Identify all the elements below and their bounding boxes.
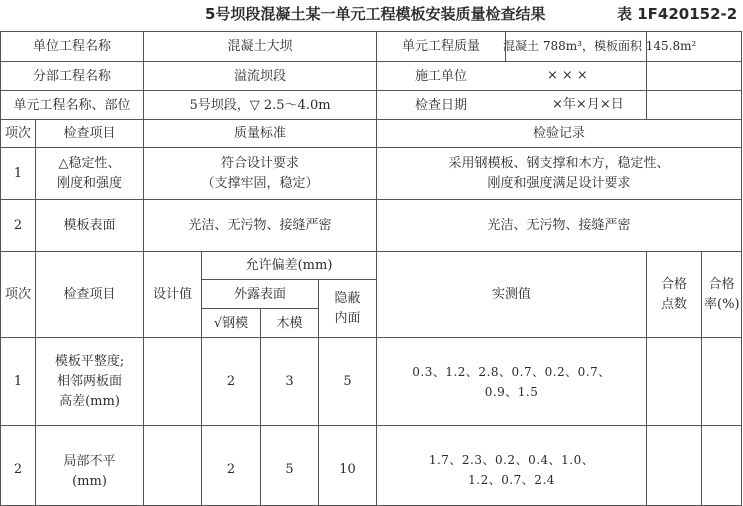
general-header-steel: √钢模 (202, 309, 261, 338)
element-name-label: 单元工程名称、部位 (1, 91, 144, 120)
hidden-line1: 隐蔽 (334, 290, 361, 306)
general-header-wood: 木模 (261, 309, 319, 338)
main-row-2-item: 模板表面 (36, 200, 144, 252)
inspection-date-value-cell (552, 91, 742, 120)
element-name-value: 5号坝段，▽ 2.5～4.0m (144, 91, 377, 120)
general-row-2-pass-points (647, 426, 702, 506)
contractor-value: ××× (547, 68, 592, 83)
general-row-2-measured (377, 426, 647, 506)
main-row-1-record-line1: 采用钢模板、钢支撑和木方，稳定性、 (448, 155, 670, 171)
hidden-line2: 内面 (334, 310, 361, 326)
element-quantity-value-cell (503, 32, 742, 62)
header-item: 检查项目 (36, 120, 144, 148)
table-number: 表 1F420152-2 (617, 5, 738, 23)
table-title-main: 5号坝段混凝土某一单元工程模板安装质量检查结果 (205, 5, 546, 23)
general-row-1-no: 1 (1, 338, 36, 426)
main-item-row-1 (1, 148, 742, 200)
general-row-1-item-line3: 高差(mm) (59, 393, 120, 409)
main-row-2-no: 2 (1, 200, 36, 252)
main-row-1-item (36, 148, 144, 200)
general-row-2-no: 2 (1, 426, 36, 506)
info-row-1 (1, 32, 742, 62)
general-header-pass-rate (702, 252, 742, 338)
contractor-label: 施工单位 (415, 68, 468, 84)
header-no: 项次 (1, 120, 36, 148)
info-row-2 (1, 62, 742, 91)
main-row-1-standard-line1: 符合设计要求 (221, 155, 300, 171)
general-header-exposed: 外露表面 (202, 280, 319, 309)
inspection-table (0, 31, 742, 506)
general-row-2-item (36, 426, 144, 506)
main-items-header (1, 120, 742, 148)
pass-points-line1: 合格 (661, 276, 688, 292)
general-row-1-item (36, 338, 144, 426)
general-header-design-value: 设计值 (144, 252, 202, 338)
main-row-2-record: 光洁、无污物、接缝严密 (377, 200, 742, 252)
division-label: 分部工程名称 (1, 62, 144, 91)
general-row-1-pass-rate (702, 338, 742, 426)
main-item-row-2 (1, 200, 742, 252)
general-row-1-measured-line1: 0.3、1.2、2.8、0.7、0.2、0.7、 (412, 364, 611, 379)
general-row-1-measured-line2: 0.9、1.5 (484, 384, 539, 399)
general-row-2-wood: 5 (261, 426, 319, 506)
main-row-2-standard: 光洁、无污物、接缝严密 (144, 200, 377, 252)
main-row-1-item-line2: 刚度和强度 (57, 175, 123, 191)
general-header-row-1 (1, 252, 742, 280)
inspection-date-value: ×年×月×日 (552, 97, 624, 112)
general-row-2-pass-rate (702, 426, 742, 506)
contractor-value-cell (547, 62, 742, 91)
unit-project-value: 混凝土大坝 (144, 32, 377, 62)
element-quantity-label: 单元工程质量 (402, 39, 481, 54)
general-row-2-hidden: 10 (319, 426, 377, 506)
main-row-1-no: 1 (1, 148, 36, 200)
main-row-1-standard-line2: （支撑牢固，稳定） (201, 175, 319, 191)
general-header-measured: 实测值 (377, 252, 647, 338)
general-item-row-2 (1, 426, 742, 506)
general-row-1-steel: 2 (202, 338, 261, 426)
header-record: 检验记录 (377, 120, 742, 148)
general-header-no: 项次 (1, 252, 36, 338)
general-row-2-steel: 2 (202, 426, 261, 506)
general-header-hidden (319, 280, 377, 338)
element-quantity-value: 混凝土 788m³，模板面积 145.8m² (503, 39, 697, 53)
general-row-2-item-line2: (mm) (72, 474, 107, 489)
general-row-1-item-line1: 模板平整度; (54, 353, 125, 369)
general-row-1-hidden: 5 (319, 338, 377, 426)
general-row-1-measured (377, 338, 647, 426)
main-row-1-standard (144, 148, 377, 200)
general-row-1-item-line2: 相邻两板面 (57, 373, 123, 389)
inspection-date-label: 检查日期 (415, 97, 468, 113)
pass-rate-line2: 率(%) (704, 296, 740, 312)
division-value: 溢流坝段 (144, 62, 377, 91)
info-row-3 (1, 91, 742, 120)
unit-project-label: 单位工程名称 (1, 32, 144, 62)
general-header-tolerance: 允许偏差(mm) (202, 252, 377, 280)
pass-rate-line1: 合格 (708, 276, 735, 292)
general-item-row-1 (1, 338, 742, 426)
general-row-2-measured-line2: 1.2、0.7、2.4 (468, 473, 555, 487)
general-row-1-pass-points (647, 338, 702, 426)
contractor-label-cell (377, 62, 647, 91)
table-title (0, 3, 743, 25)
pass-points-line2: 点数 (661, 296, 688, 312)
general-row-2-item-line1: 局部不平 (63, 454, 116, 469)
main-row-1-item-line1: △稳定性、 (58, 155, 121, 171)
general-header-item: 检查项目 (36, 252, 144, 338)
general-row-2-measured-line1: 1.7、2.3、0.2、0.4、1.0、 (428, 453, 595, 467)
header-standard: 质量标准 (144, 120, 377, 148)
general-header-pass-points (647, 252, 702, 338)
general-row-2-design-value (144, 426, 202, 506)
general-row-1-design-value (144, 338, 202, 426)
general-row-1-wood: 3 (261, 338, 319, 426)
main-row-1-record (377, 148, 742, 200)
main-row-1-record-line2: 刚度和强度满足设计要求 (487, 175, 631, 191)
